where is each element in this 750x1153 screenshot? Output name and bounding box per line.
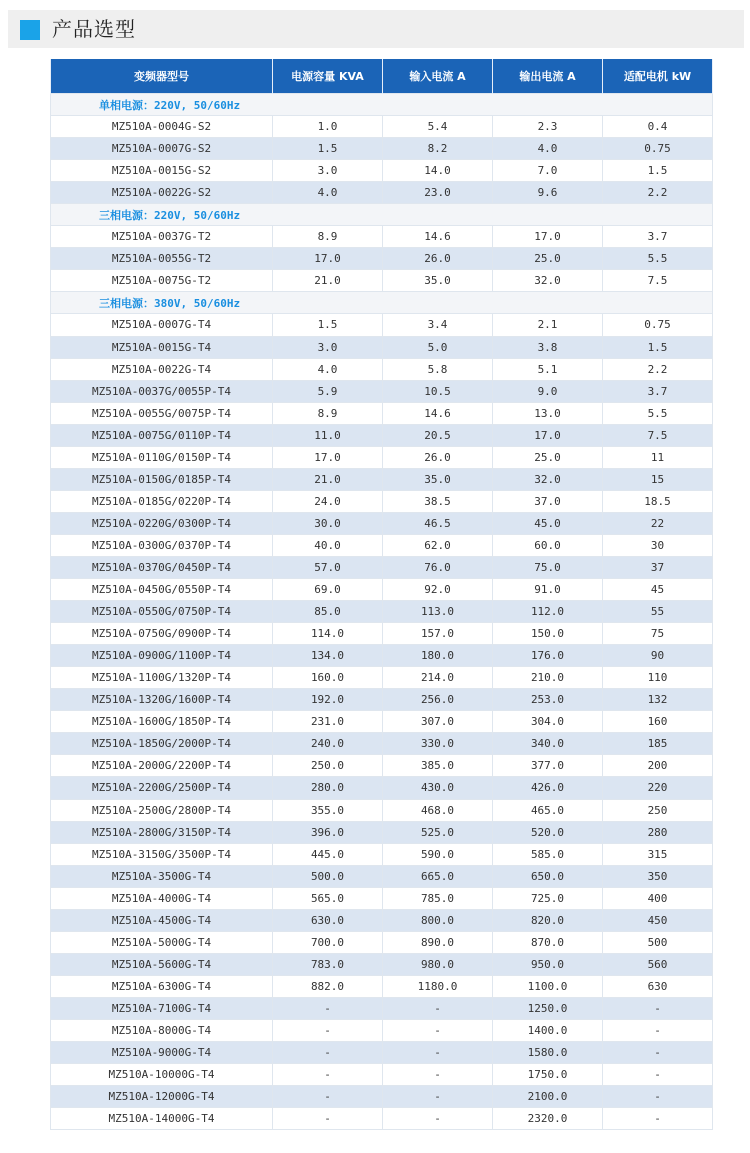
cell-motor-power: 45	[603, 579, 713, 601]
cell-input-current: 26.0	[383, 446, 493, 468]
cell-motor-power: 2.2	[603, 358, 713, 380]
cell-power-capacity: 3.0	[273, 160, 383, 182]
table-row	[51, 1019, 713, 1041]
cell-output-current: 25.0	[493, 248, 603, 270]
cell-model: MZ510A-0004G-S2	[51, 116, 273, 138]
cell-motor-power: 3.7	[603, 226, 713, 248]
table-row	[51, 490, 713, 512]
cell-input-current: 157.0	[383, 623, 493, 645]
table-row	[51, 446, 713, 468]
cell-model: MZ510A-2000G/2200P-T4	[51, 755, 273, 777]
cell-motor-power: 75	[603, 623, 713, 645]
cell-input-current: 26.0	[383, 248, 493, 270]
cell-output-current: 112.0	[493, 601, 603, 623]
cell-power-capacity: 500.0	[273, 865, 383, 887]
cell-power-capacity: 1.5	[273, 138, 383, 160]
cell-power-capacity: 3.0	[273, 336, 383, 358]
cell-model: MZ510A-2500G/2800P-T4	[51, 799, 273, 821]
cell-input-current: 14.6	[383, 226, 493, 248]
cell-power-capacity: 30.0	[273, 512, 383, 534]
cell-motor-power: 37	[603, 556, 713, 578]
cell-output-current: 377.0	[493, 755, 603, 777]
cell-output-current: 426.0	[493, 777, 603, 799]
table-row	[51, 645, 713, 667]
header-output-current: 输出电流 A	[493, 59, 603, 94]
cell-input-current: 307.0	[383, 711, 493, 733]
section-label: 三相电源：380V, 50/60Hz	[51, 292, 713, 314]
cell-input-current: 430.0	[383, 777, 493, 799]
table-row	[51, 182, 713, 204]
cell-motor-power: 160	[603, 711, 713, 733]
cell-output-current: 9.6	[493, 182, 603, 204]
cell-motor-power: 90	[603, 645, 713, 667]
cell-input-current: -	[383, 1064, 493, 1086]
table-row	[51, 380, 713, 402]
cell-output-current: 253.0	[493, 689, 603, 711]
cell-input-current: 3.4	[383, 314, 493, 336]
cell-input-current: 5.4	[383, 116, 493, 138]
table-row	[51, 336, 713, 358]
cell-input-current: -	[383, 1019, 493, 1041]
cell-motor-power: -	[603, 997, 713, 1019]
cell-output-current: 32.0	[493, 270, 603, 292]
cell-power-capacity: 40.0	[273, 534, 383, 556]
cell-power-capacity: 630.0	[273, 909, 383, 931]
title-marker-icon	[20, 20, 40, 40]
cell-power-capacity: 4.0	[273, 358, 383, 380]
cell-motor-power: 0.75	[603, 314, 713, 336]
cell-output-current: 37.0	[493, 490, 603, 512]
table-row	[51, 733, 713, 755]
cell-motor-power: 185	[603, 733, 713, 755]
cell-input-current: -	[383, 1108, 493, 1130]
table-row	[51, 843, 713, 865]
cell-input-current: 20.5	[383, 424, 493, 446]
cell-power-capacity: 1.5	[273, 314, 383, 336]
cell-model: MZ510A-0550G/0750P-T4	[51, 601, 273, 623]
cell-input-current: 8.2	[383, 138, 493, 160]
cell-motor-power: 315	[603, 843, 713, 865]
table-row	[51, 402, 713, 424]
table-row	[51, 116, 713, 138]
cell-model: MZ510A-0075G/0110P-T4	[51, 424, 273, 446]
cell-input-current: -	[383, 1086, 493, 1108]
cell-model: MZ510A-0022G-T4	[51, 358, 273, 380]
cell-output-current: 45.0	[493, 512, 603, 534]
table-row	[51, 755, 713, 777]
cell-motor-power: 280	[603, 821, 713, 843]
cell-input-current: 980.0	[383, 953, 493, 975]
cell-output-current: 1750.0	[493, 1064, 603, 1086]
cell-motor-power: 30	[603, 534, 713, 556]
table-row	[51, 623, 713, 645]
table-row	[51, 1064, 713, 1086]
cell-output-current: 17.0	[493, 424, 603, 446]
table-row	[51, 534, 713, 556]
cell-power-capacity: -	[273, 1042, 383, 1064]
cell-power-capacity: 280.0	[273, 777, 383, 799]
cell-output-current: 2100.0	[493, 1086, 603, 1108]
cell-input-current: 14.0	[383, 160, 493, 182]
cell-motor-power: 560	[603, 953, 713, 975]
cell-output-current: 176.0	[493, 645, 603, 667]
table-row	[51, 1086, 713, 1108]
cell-model: MZ510A-0037G-T2	[51, 226, 273, 248]
cell-motor-power: 5.5	[603, 402, 713, 424]
table-row	[51, 424, 713, 446]
cell-motor-power: 22	[603, 512, 713, 534]
table-row	[51, 865, 713, 887]
cell-output-current: 1580.0	[493, 1042, 603, 1064]
cell-model: MZ510A-4000G-T4	[51, 887, 273, 909]
cell-motor-power: -	[603, 1019, 713, 1041]
cell-output-current: 91.0	[493, 579, 603, 601]
cell-model: MZ510A-1100G/1320P-T4	[51, 667, 273, 689]
cell-motor-power: 1.5	[603, 336, 713, 358]
cell-power-capacity: 192.0	[273, 689, 383, 711]
cell-motor-power: 250	[603, 799, 713, 821]
cell-motor-power: 500	[603, 931, 713, 953]
cell-input-current: 46.5	[383, 512, 493, 534]
cell-model: MZ510A-1850G/2000P-T4	[51, 733, 273, 755]
table-row	[51, 468, 713, 490]
table-row	[51, 777, 713, 799]
cell-output-current: 2320.0	[493, 1108, 603, 1130]
cell-model: MZ510A-0007G-T4	[51, 314, 273, 336]
cell-model: MZ510A-0150G/0185P-T4	[51, 468, 273, 490]
section-label: 三相电源：220V, 50/60Hz	[51, 204, 713, 226]
cell-model: MZ510A-0110G/0150P-T4	[51, 446, 273, 468]
cell-motor-power: 110	[603, 667, 713, 689]
table-row	[51, 909, 713, 931]
cell-input-current: 113.0	[383, 601, 493, 623]
cell-output-current: 150.0	[493, 623, 603, 645]
cell-output-current: 465.0	[493, 799, 603, 821]
table-row	[51, 689, 713, 711]
table-row	[51, 556, 713, 578]
cell-output-current: 7.0	[493, 160, 603, 182]
header-input-current: 输入电流 A	[383, 59, 493, 94]
cell-power-capacity: 69.0	[273, 579, 383, 601]
cell-model: MZ510A-2800G/3150P-T4	[51, 821, 273, 843]
cell-output-current: 1100.0	[493, 975, 603, 997]
cell-power-capacity: 114.0	[273, 623, 383, 645]
cell-power-capacity: 240.0	[273, 733, 383, 755]
table-row	[51, 314, 713, 336]
cell-input-current: 35.0	[383, 468, 493, 490]
cell-power-capacity: 57.0	[273, 556, 383, 578]
table-row	[51, 997, 713, 1019]
cell-model: MZ510A-6300G-T4	[51, 975, 273, 997]
cell-output-current: 950.0	[493, 953, 603, 975]
cell-motor-power: 2.2	[603, 182, 713, 204]
table-row	[51, 887, 713, 909]
cell-power-capacity: 24.0	[273, 490, 383, 512]
cell-output-current: 650.0	[493, 865, 603, 887]
table-row	[51, 1108, 713, 1130]
cell-model: MZ510A-9000G-T4	[51, 1042, 273, 1064]
cell-model: MZ510A-14000G-T4	[51, 1108, 273, 1130]
cell-model: MZ510A-0015G-S2	[51, 160, 273, 182]
cell-output-current: 210.0	[493, 667, 603, 689]
cell-input-current: 590.0	[383, 843, 493, 865]
cell-input-current: 214.0	[383, 667, 493, 689]
cell-power-capacity: 396.0	[273, 821, 383, 843]
table-row	[51, 711, 713, 733]
cell-input-current: 5.8	[383, 358, 493, 380]
table-header-row	[51, 59, 713, 94]
cell-power-capacity: 783.0	[273, 953, 383, 975]
cell-output-current: 75.0	[493, 556, 603, 578]
section-label: 单相电源：220V, 50/60Hz	[51, 94, 713, 116]
cell-model: MZ510A-0750G/0900P-T4	[51, 623, 273, 645]
table-row	[51, 248, 713, 270]
cell-power-capacity: 21.0	[273, 270, 383, 292]
cell-power-capacity: 4.0	[273, 182, 383, 204]
cell-input-current: 800.0	[383, 909, 493, 931]
cell-motor-power: -	[603, 1042, 713, 1064]
cell-power-capacity: -	[273, 1086, 383, 1108]
cell-model: MZ510A-0450G/0550P-T4	[51, 579, 273, 601]
cell-model: MZ510A-0900G/1100P-T4	[51, 645, 273, 667]
section-row	[51, 204, 713, 226]
cell-motor-power: 630	[603, 975, 713, 997]
cell-input-current: 330.0	[383, 733, 493, 755]
cell-power-capacity: 160.0	[273, 667, 383, 689]
cell-power-capacity: 8.9	[273, 402, 383, 424]
table-row	[51, 358, 713, 380]
cell-motor-power: 0.4	[603, 116, 713, 138]
cell-power-capacity: -	[273, 1019, 383, 1041]
cell-output-current: 870.0	[493, 931, 603, 953]
cell-power-capacity: 17.0	[273, 446, 383, 468]
cell-motor-power: 132	[603, 689, 713, 711]
cell-power-capacity: 5.9	[273, 380, 383, 402]
cell-motor-power: 11	[603, 446, 713, 468]
table-row	[51, 953, 713, 975]
cell-input-current: 385.0	[383, 755, 493, 777]
cell-power-capacity: 8.9	[273, 226, 383, 248]
table-row	[51, 1042, 713, 1064]
cell-input-current: 14.6	[383, 402, 493, 424]
cell-output-current: 820.0	[493, 909, 603, 931]
table-row	[51, 821, 713, 843]
cell-output-current: 3.8	[493, 336, 603, 358]
cell-power-capacity: 445.0	[273, 843, 383, 865]
cell-input-current: 35.0	[383, 270, 493, 292]
cell-model: MZ510A-0055G-T2	[51, 248, 273, 270]
table-row	[51, 138, 713, 160]
cell-motor-power: 7.5	[603, 424, 713, 446]
cell-motor-power: 1.5	[603, 160, 713, 182]
cell-model: MZ510A-0007G-S2	[51, 138, 273, 160]
cell-output-current: 60.0	[493, 534, 603, 556]
cell-motor-power: 3.7	[603, 380, 713, 402]
cell-output-current: 304.0	[493, 711, 603, 733]
cell-model: MZ510A-0037G/0055P-T4	[51, 380, 273, 402]
cell-motor-power: -	[603, 1064, 713, 1086]
cell-output-current: 1400.0	[493, 1019, 603, 1041]
table-row	[51, 601, 713, 623]
section-title-bar	[8, 10, 744, 48]
cell-input-current: 62.0	[383, 534, 493, 556]
cell-power-capacity: 700.0	[273, 931, 383, 953]
cell-output-current: 5.1	[493, 358, 603, 380]
cell-motor-power: 220	[603, 777, 713, 799]
cell-model: MZ510A-5600G-T4	[51, 953, 273, 975]
table-row	[51, 160, 713, 182]
table-row	[51, 931, 713, 953]
table-row	[51, 226, 713, 248]
section-row	[51, 292, 713, 314]
cell-power-capacity: 355.0	[273, 799, 383, 821]
cell-model: MZ510A-12000G-T4	[51, 1086, 273, 1108]
cell-model: MZ510A-0075G-T2	[51, 270, 273, 292]
cell-motor-power: 400	[603, 887, 713, 909]
cell-model: MZ510A-0370G/0450P-T4	[51, 556, 273, 578]
cell-power-capacity: -	[273, 997, 383, 1019]
cell-input-current: 38.5	[383, 490, 493, 512]
cell-motor-power: 450	[603, 909, 713, 931]
cell-input-current: 1180.0	[383, 975, 493, 997]
cell-model: MZ510A-1320G/1600P-T4	[51, 689, 273, 711]
cell-motor-power: 15	[603, 468, 713, 490]
cell-input-current: 10.5	[383, 380, 493, 402]
cell-output-current: 725.0	[493, 887, 603, 909]
cell-model: MZ510A-0055G/0075P-T4	[51, 402, 273, 424]
cell-model: MZ510A-0300G/0370P-T4	[51, 534, 273, 556]
cell-output-current: 520.0	[493, 821, 603, 843]
cell-motor-power: 0.75	[603, 138, 713, 160]
cell-input-current: -	[383, 997, 493, 1019]
cell-motor-power: 7.5	[603, 270, 713, 292]
table-row	[51, 667, 713, 689]
cell-input-current: 180.0	[383, 645, 493, 667]
cell-power-capacity: 1.0	[273, 116, 383, 138]
cell-model: MZ510A-0220G/0300P-T4	[51, 512, 273, 534]
cell-power-capacity: 134.0	[273, 645, 383, 667]
cell-power-capacity: 21.0	[273, 468, 383, 490]
page-title: 产品选型	[52, 17, 136, 41]
table-row	[51, 799, 713, 821]
cell-input-current: 785.0	[383, 887, 493, 909]
cell-motor-power: 350	[603, 865, 713, 887]
cell-power-capacity: 231.0	[273, 711, 383, 733]
cell-input-current: 92.0	[383, 579, 493, 601]
cell-motor-power: 18.5	[603, 490, 713, 512]
cell-output-current: 2.3	[493, 116, 603, 138]
cell-output-current: 340.0	[493, 733, 603, 755]
cell-model: MZ510A-0015G-T4	[51, 336, 273, 358]
cell-power-capacity: 11.0	[273, 424, 383, 446]
cell-model: MZ510A-4500G-T4	[51, 909, 273, 931]
cell-power-capacity: -	[273, 1108, 383, 1130]
cell-power-capacity: 17.0	[273, 248, 383, 270]
cell-power-capacity: 85.0	[273, 601, 383, 623]
cell-output-current: 32.0	[493, 468, 603, 490]
table-row	[51, 579, 713, 601]
cell-power-capacity: 882.0	[273, 975, 383, 997]
cell-model: MZ510A-5000G-T4	[51, 931, 273, 953]
cell-input-current: 23.0	[383, 182, 493, 204]
cell-model: MZ510A-3150G/3500P-T4	[51, 843, 273, 865]
cell-motor-power: 200	[603, 755, 713, 777]
header-motor-power: 适配电机 kW	[603, 59, 713, 94]
cell-power-capacity: 565.0	[273, 887, 383, 909]
cell-output-current: 13.0	[493, 402, 603, 424]
table-row	[51, 975, 713, 997]
cell-model: MZ510A-8000G-T4	[51, 1019, 273, 1041]
cell-motor-power: -	[603, 1108, 713, 1130]
cell-model: MZ510A-0022G-S2	[51, 182, 273, 204]
product-selection-table	[50, 59, 713, 1130]
cell-input-current: 5.0	[383, 336, 493, 358]
cell-model: MZ510A-1600G/1850P-T4	[51, 711, 273, 733]
cell-model: MZ510A-10000G-T4	[51, 1064, 273, 1086]
cell-motor-power: 5.5	[603, 248, 713, 270]
cell-input-current: 890.0	[383, 931, 493, 953]
cell-input-current: 468.0	[383, 799, 493, 821]
cell-output-current: 1250.0	[493, 997, 603, 1019]
cell-output-current: 2.1	[493, 314, 603, 336]
header-power-capacity: 电源容量 KVA	[273, 59, 383, 94]
cell-motor-power: 55	[603, 601, 713, 623]
cell-output-current: 17.0	[493, 226, 603, 248]
cell-motor-power: -	[603, 1086, 713, 1108]
cell-output-current: 4.0	[493, 138, 603, 160]
table-row	[51, 512, 713, 534]
cell-input-current: 256.0	[383, 689, 493, 711]
cell-model: MZ510A-3500G-T4	[51, 865, 273, 887]
cell-input-current: 76.0	[383, 556, 493, 578]
header-model: 变频器型号	[51, 59, 273, 94]
cell-model: MZ510A-2200G/2500P-T4	[51, 777, 273, 799]
cell-model: MZ510A-0185G/0220P-T4	[51, 490, 273, 512]
section-row	[51, 94, 713, 116]
cell-output-current: 25.0	[493, 446, 603, 468]
cell-input-current: 525.0	[383, 821, 493, 843]
cell-input-current: 665.0	[383, 865, 493, 887]
cell-input-current: -	[383, 1042, 493, 1064]
cell-output-current: 9.0	[493, 380, 603, 402]
cell-model: MZ510A-7100G-T4	[51, 997, 273, 1019]
cell-power-capacity: 250.0	[273, 755, 383, 777]
cell-power-capacity: -	[273, 1064, 383, 1086]
table-row	[51, 270, 713, 292]
cell-output-current: 585.0	[493, 843, 603, 865]
